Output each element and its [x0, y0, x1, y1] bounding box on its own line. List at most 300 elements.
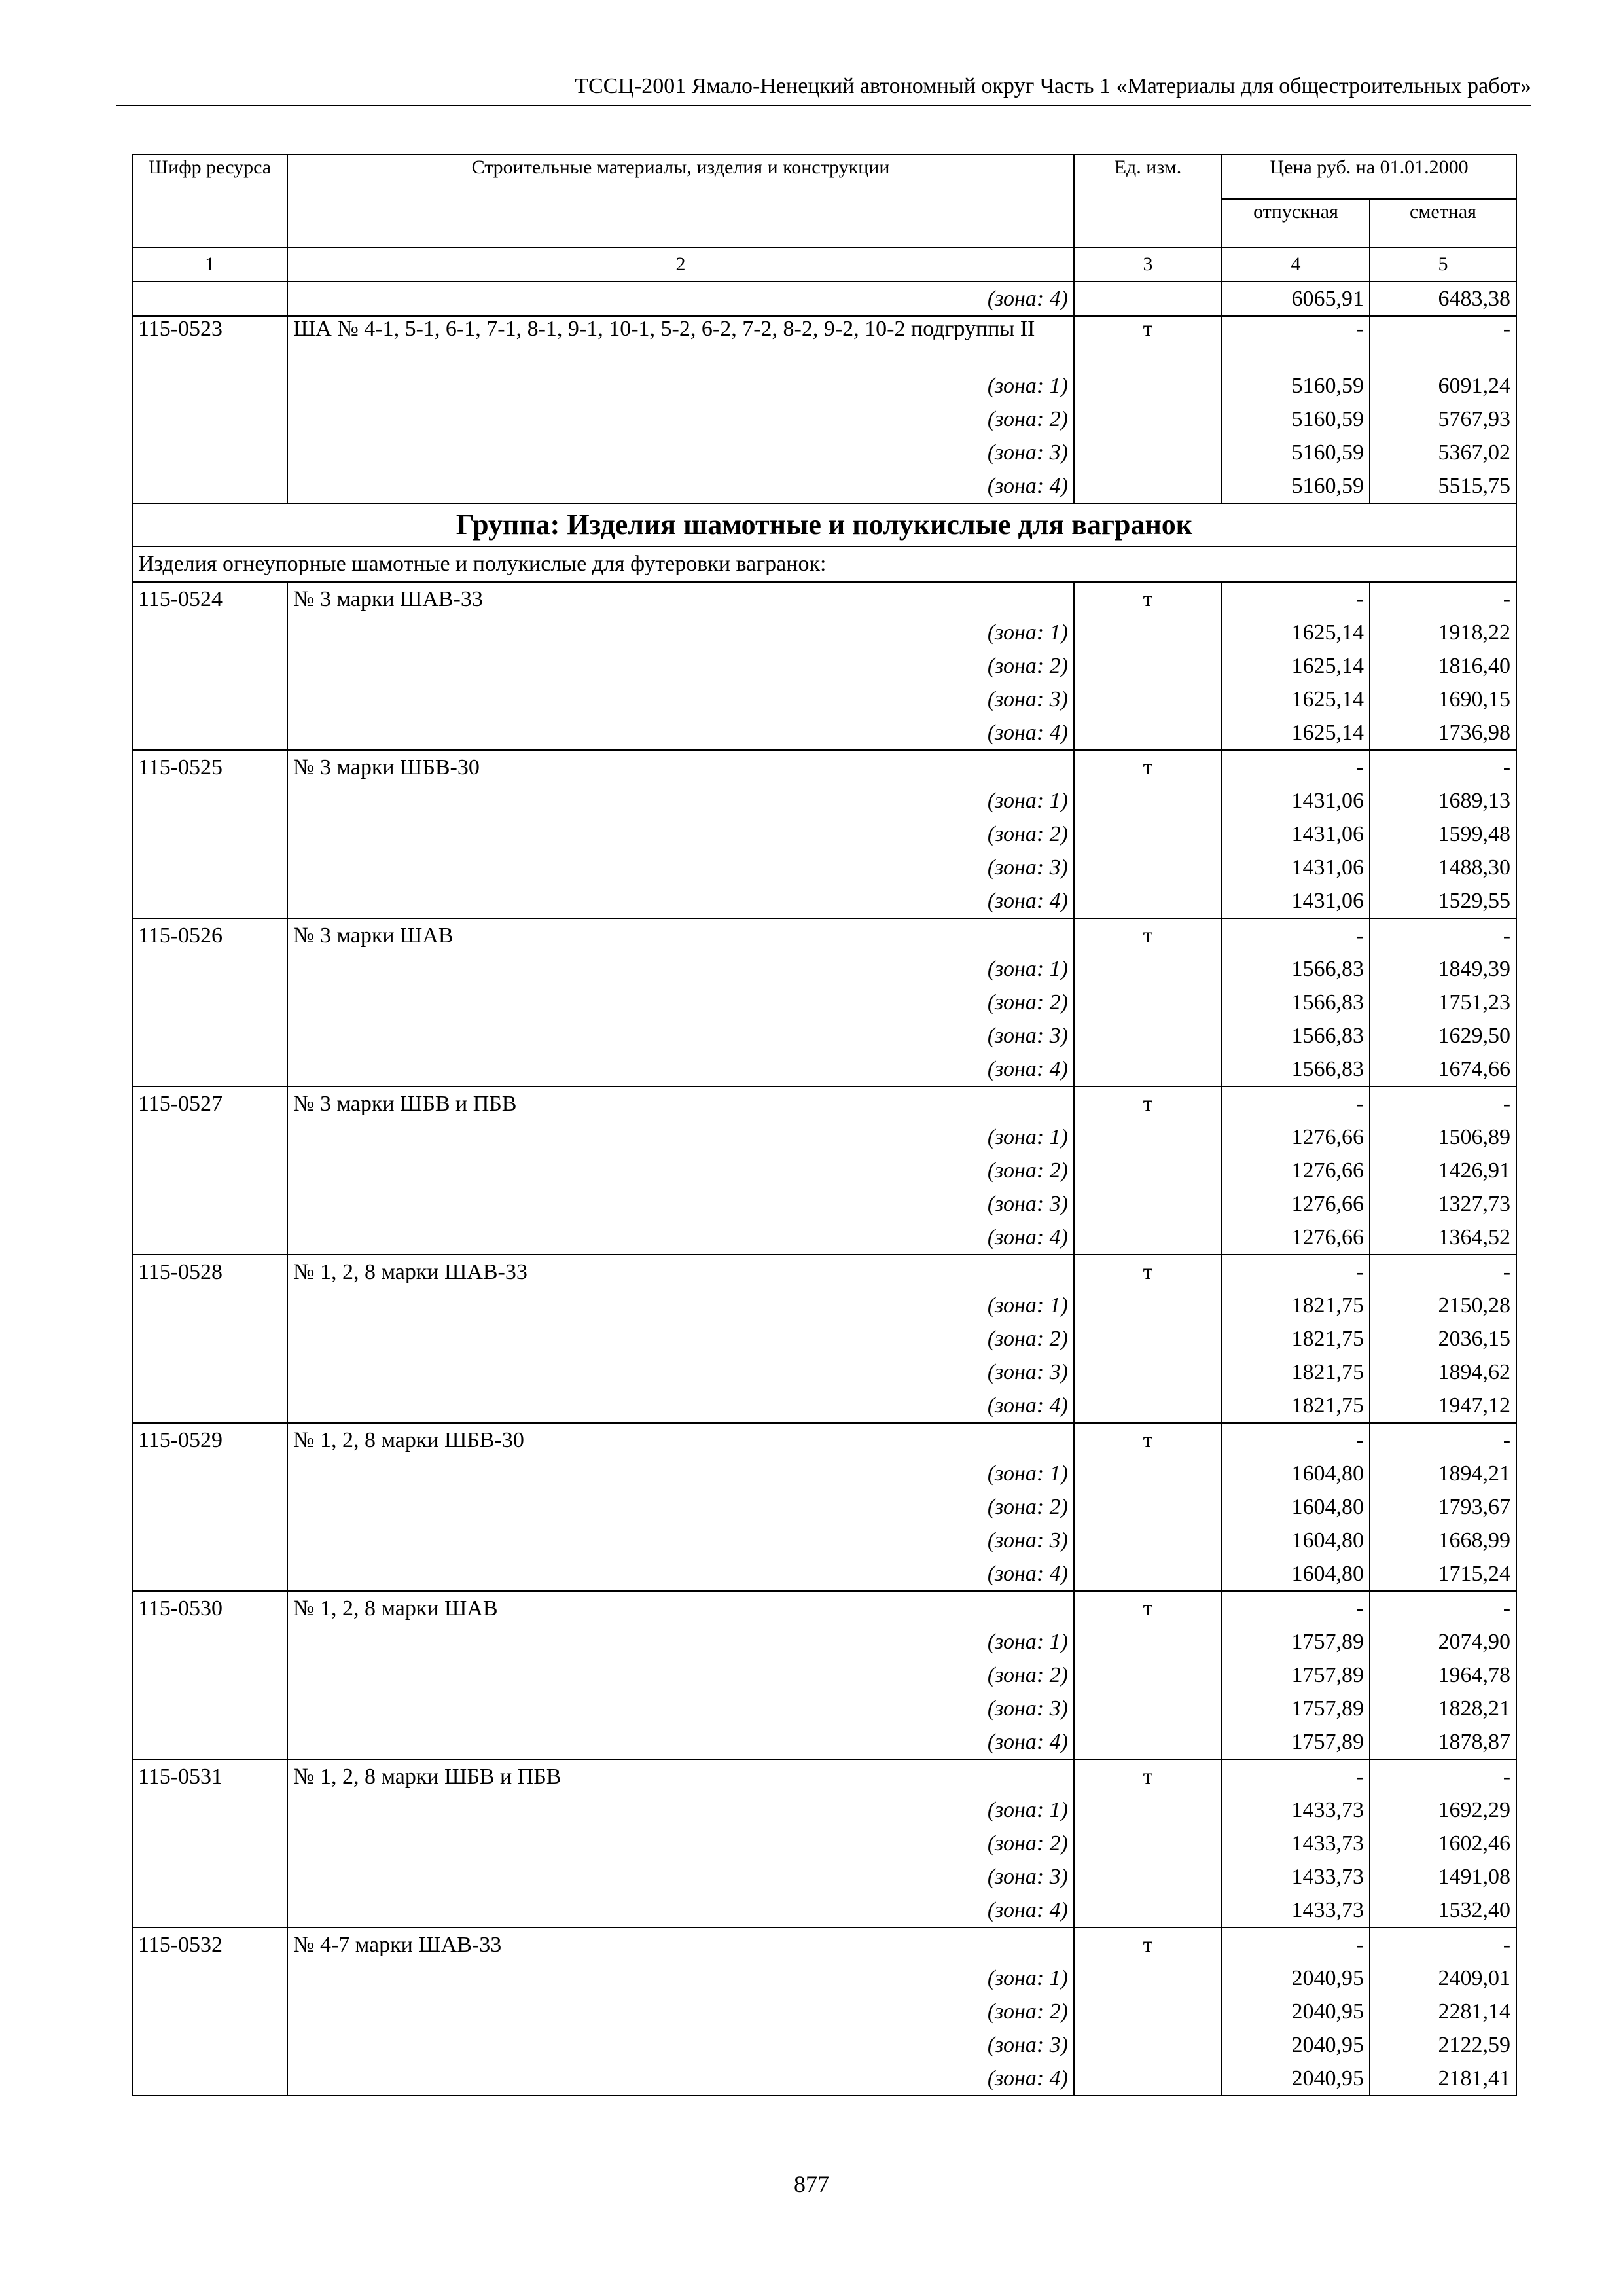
release-price: 1276,66: [1222, 1187, 1370, 1221]
release-price: 1604,80: [1222, 1490, 1370, 1524]
unit-cell: [1074, 1154, 1222, 1187]
unit-cell: [1074, 469, 1222, 503]
zone-row: [132, 952, 1516, 986]
release-price: -: [1222, 1591, 1370, 1625]
unit-cell: [1074, 716, 1222, 750]
unit-cell: т: [1074, 1423, 1222, 1457]
release-price: 1433,73: [1222, 1860, 1370, 1893]
resource-code: 115-0523: [132, 316, 287, 369]
unit-cell: [1074, 2028, 1222, 2062]
resource-code-cell: [132, 649, 287, 683]
release-price: 1276,66: [1222, 1121, 1370, 1154]
zone-label: (зона: 4): [287, 1557, 1074, 1591]
resource-code-cell: [132, 1457, 287, 1490]
estimate-price: 1849,39: [1370, 952, 1516, 986]
release-price: 2040,95: [1222, 2062, 1370, 2096]
unit-cell: т: [1074, 1255, 1222, 1289]
unit-cell: [1074, 1557, 1222, 1591]
unit-cell: т: [1074, 1086, 1222, 1121]
zone-label: (зона: 2): [287, 1659, 1074, 1692]
subgroup-title: Изделия огнеупорные шамотные и полукислые для футеровки вагранок:: [132, 547, 1516, 582]
estimate-price: 1529,55: [1370, 884, 1516, 918]
release-price: 1431,06: [1222, 884, 1370, 918]
zone-label: (зона: 4): [287, 884, 1074, 918]
estimate-price: 1689,13: [1370, 784, 1516, 817]
estimate-price: -: [1370, 1591, 1516, 1625]
release-price: 1625,14: [1222, 649, 1370, 683]
unit-cell: [1074, 616, 1222, 649]
item-row: [132, 918, 1516, 952]
zone-label: (зона: 1): [287, 1625, 1074, 1659]
resource-code-cell: [132, 1524, 287, 1557]
resource-code: 115-0532: [132, 1928, 287, 1962]
release-price: 1757,89: [1222, 1625, 1370, 1659]
estimate-price: -: [1370, 750, 1516, 784]
zone-row: [132, 1221, 1516, 1255]
release-price: 5160,59: [1222, 369, 1370, 403]
zone-row: [132, 1692, 1516, 1725]
release-price: 1625,14: [1222, 716, 1370, 750]
release-price: 5160,59: [1222, 436, 1370, 469]
group-row: [132, 503, 1516, 547]
column-number: 1: [132, 247, 287, 281]
release-price: -: [1222, 918, 1370, 952]
item-row: [132, 1086, 1516, 1121]
zone-label: (зона: 2): [287, 1322, 1074, 1355]
material-name: № 3 марки ШАВ: [287, 918, 1074, 952]
zone-row: [132, 1893, 1516, 1928]
estimate-price: 5767,93: [1370, 403, 1516, 436]
resource-code: 115-0527: [132, 1086, 287, 1121]
resource-code: 115-0529: [132, 1423, 287, 1457]
col-header-name: Строительные материалы, изделия и конструкции: [287, 154, 1074, 247]
unit-cell: [1074, 1962, 1222, 1995]
resource-code-cell: [132, 616, 287, 649]
resource-code-cell: [132, 1389, 287, 1423]
zone-label: (зона: 2): [287, 1154, 1074, 1187]
item-row: [132, 316, 1516, 369]
zone-row: [132, 1389, 1516, 1423]
zone-label: (зона: 1): [287, 1289, 1074, 1322]
zone-row: [132, 1322, 1516, 1355]
resource-code-cell: [132, 851, 287, 884]
zone-row: [132, 1995, 1516, 2028]
zone-label: (зона: 2): [287, 1490, 1074, 1524]
unit-cell: [1074, 1289, 1222, 1322]
unit-cell: [1074, 281, 1222, 316]
column-number: 3: [1074, 247, 1222, 281]
estimate-price: 2036,15: [1370, 1322, 1516, 1355]
resource-code-cell: [132, 884, 287, 918]
release-price: 1431,06: [1222, 784, 1370, 817]
resource-code-cell: [132, 1490, 287, 1524]
estimate-price: 1964,78: [1370, 1659, 1516, 1692]
zone-row: [132, 784, 1516, 817]
estimate-price: -: [1370, 1255, 1516, 1289]
unit-cell: [1074, 1121, 1222, 1154]
item-row: [132, 582, 1516, 616]
unit-cell: т: [1074, 1928, 1222, 1962]
resource-code-cell: [132, 1995, 287, 2028]
zone-row: [132, 649, 1516, 683]
estimate-price: 1751,23: [1370, 986, 1516, 1019]
release-price: -: [1222, 1255, 1370, 1289]
zone-label: (зона: 4): [287, 1389, 1074, 1423]
estimate-price: 2409,01: [1370, 1962, 1516, 1995]
zone-label: (зона: 1): [287, 1962, 1074, 1995]
zone-label: (зона: 3): [287, 1524, 1074, 1557]
page-header: ТССЦ-2001 Ямало-Ненецкий автономный округ Часть 1 «Материалы для общестроительных работ»: [575, 74, 1531, 98]
zone-label: (зона: 4): [287, 2062, 1074, 2096]
release-price: 1433,73: [1222, 1893, 1370, 1928]
estimate-price: 2074,90: [1370, 1625, 1516, 1659]
release-price: 6065,91: [1222, 281, 1370, 316]
col-header-unit: Ед. изм.: [1074, 154, 1222, 247]
zone-label: (зона: 4): [287, 716, 1074, 750]
resource-code-cell: [132, 952, 287, 986]
release-price: 1433,73: [1222, 1793, 1370, 1827]
zone-label: (зона: 3): [287, 2028, 1074, 2062]
resource-code: 115-0525: [132, 750, 287, 784]
item-row: [132, 1759, 1516, 1793]
zone-label: (зона: 3): [287, 1860, 1074, 1893]
resource-code-cell: [132, 986, 287, 1019]
zone-row: [132, 1355, 1516, 1389]
release-price: -: [1222, 1759, 1370, 1793]
resource-code-cell: [132, 1793, 287, 1827]
resource-code-cell: [132, 1827, 287, 1860]
estimate-price: 1327,73: [1370, 1187, 1516, 1221]
unit-cell: [1074, 1389, 1222, 1423]
estimate-price: 5515,75: [1370, 469, 1516, 503]
zone-label: (зона: 4): [287, 281, 1074, 316]
zone-row: [132, 436, 1516, 469]
resource-code-cell: [132, 1019, 287, 1052]
zone-label: (зона: 2): [287, 817, 1074, 851]
col-header-price: Цена руб. на 01.01.2000: [1222, 154, 1516, 199]
resource-code-cell: [132, 1154, 287, 1187]
zone-row: [132, 1659, 1516, 1692]
estimate-price: 2281,14: [1370, 1995, 1516, 2028]
estimate-price: -: [1370, 1928, 1516, 1962]
release-price: 1433,73: [1222, 1827, 1370, 1860]
item-row: [132, 1928, 1516, 1962]
estimate-price: 2122,59: [1370, 2028, 1516, 2062]
resource-code-cell: [132, 403, 287, 436]
zone-label: (зона: 4): [287, 1893, 1074, 1928]
release-price: 1821,75: [1222, 1389, 1370, 1423]
zone-label: (зона: 2): [287, 649, 1074, 683]
release-price: 1566,83: [1222, 986, 1370, 1019]
release-price: 1757,89: [1222, 1725, 1370, 1759]
unit-cell: [1074, 1659, 1222, 1692]
zone-row: [132, 1827, 1516, 1860]
release-price: 1625,14: [1222, 616, 1370, 649]
estimate-price: 1674,66: [1370, 1052, 1516, 1086]
resource-code-cell: [132, 1692, 287, 1725]
item-row: [132, 1423, 1516, 1457]
release-price: 1566,83: [1222, 1019, 1370, 1052]
zone-row: [132, 884, 1516, 918]
zone-label: (зона: 3): [287, 1355, 1074, 1389]
release-price: 2040,95: [1222, 1962, 1370, 1995]
estimate-price: 1690,15: [1370, 683, 1516, 716]
unit-cell: [1074, 952, 1222, 986]
zone-row: [132, 1052, 1516, 1086]
unit-cell: т: [1074, 1759, 1222, 1793]
release-price: 1757,89: [1222, 1659, 1370, 1692]
release-price: -: [1222, 582, 1370, 616]
estimate-price: 5367,02: [1370, 436, 1516, 469]
release-price: 1757,89: [1222, 1692, 1370, 1725]
estimate-price: 1918,22: [1370, 616, 1516, 649]
release-price: 1625,14: [1222, 683, 1370, 716]
resource-code-cell: [132, 1625, 287, 1659]
estimate-price: 1828,21: [1370, 1692, 1516, 1725]
estimate-price: 1488,30: [1370, 851, 1516, 884]
zone-row: [132, 1154, 1516, 1187]
release-price: 5160,59: [1222, 403, 1370, 436]
zone-label: (зона: 3): [287, 851, 1074, 884]
zone-row: [132, 1121, 1516, 1154]
estimate-price: -: [1370, 582, 1516, 616]
unit-cell: [1074, 1052, 1222, 1086]
unit-cell: [1074, 1692, 1222, 1725]
estimate-price: -: [1370, 1086, 1516, 1121]
zone-label: (зона: 4): [287, 1221, 1074, 1255]
estimate-price: 1426,91: [1370, 1154, 1516, 1187]
zone-row: [132, 1725, 1516, 1759]
estimate-price: 6483,38: [1370, 281, 1516, 316]
unit-cell: [1074, 403, 1222, 436]
resource-code-cell: [132, 1121, 287, 1154]
unit-cell: [1074, 1827, 1222, 1860]
item-row: [132, 1591, 1516, 1625]
zone-label: (зона: 1): [287, 784, 1074, 817]
unit-cell: [1074, 649, 1222, 683]
resource-code: 115-0524: [132, 582, 287, 616]
estimate-price: 1715,24: [1370, 1557, 1516, 1591]
column-number-row: [132, 247, 1516, 281]
zone-label: (зона: 2): [287, 1827, 1074, 1860]
table-header-row: [132, 154, 1516, 199]
zone-label: (зона: 4): [287, 469, 1074, 503]
unit-cell: [1074, 784, 1222, 817]
resource-code-cell: [132, 1289, 287, 1322]
unit-cell: [1074, 1893, 1222, 1928]
col-header-code: Шифр ресурса: [132, 154, 287, 247]
unit-cell: [1074, 1725, 1222, 1759]
unit-cell: [1074, 436, 1222, 469]
unit-cell: [1074, 1322, 1222, 1355]
resource-code-cell: [132, 1893, 287, 1928]
resource-code-cell: [132, 784, 287, 817]
release-price: 1431,06: [1222, 851, 1370, 884]
resource-code-cell: [132, 1355, 287, 1389]
column-number: 4: [1222, 247, 1370, 281]
material-name: № 1, 2, 8 марки ШАВ-33: [287, 1255, 1074, 1289]
resource-code-cell: [132, 1221, 287, 1255]
unit-cell: [1074, 884, 1222, 918]
resource-code-cell: [132, 716, 287, 750]
estimate-price: 2150,28: [1370, 1289, 1516, 1322]
zone-label: (зона: 3): [287, 1692, 1074, 1725]
estimate-price: 1736,98: [1370, 716, 1516, 750]
release-price: 1604,80: [1222, 1524, 1370, 1557]
resource-code-cell: [132, 1052, 287, 1086]
estimate-price: 6091,24: [1370, 369, 1516, 403]
column-number: 2: [287, 247, 1074, 281]
material-name: № 4-7 марки ШАВ-33: [287, 1928, 1074, 1962]
release-price: 2040,95: [1222, 2028, 1370, 2062]
unit-cell: [1074, 1019, 1222, 1052]
estimate-price: 1364,52: [1370, 1221, 1516, 1255]
price-table: [132, 154, 1517, 2096]
material-name: № 3 марки ШАВ-33: [287, 582, 1074, 616]
resource-code: 115-0531: [132, 1759, 287, 1793]
zone-label: (зона: 2): [287, 1995, 1074, 2028]
unit-cell: [1074, 1221, 1222, 1255]
resource-code-cell: [132, 683, 287, 716]
unit-cell: [1074, 369, 1222, 403]
unit-cell: [1074, 986, 1222, 1019]
unit-cell: т: [1074, 750, 1222, 784]
estimate-price: 1793,67: [1370, 1490, 1516, 1524]
release-price: 5160,59: [1222, 469, 1370, 503]
zone-label: (зона: 1): [287, 369, 1074, 403]
zone-row: [132, 1187, 1516, 1221]
zone-label: (зона: 4): [287, 1052, 1074, 1086]
resource-code: 115-0530: [132, 1591, 287, 1625]
unit-cell: т: [1074, 316, 1222, 369]
estimate-price: 1692,29: [1370, 1793, 1516, 1827]
item-row: [132, 1255, 1516, 1289]
estimate-price: -: [1370, 316, 1516, 369]
estimate-price: 1878,87: [1370, 1725, 1516, 1759]
resource-code-cell: [132, 2062, 287, 2096]
estimate-price: 1894,21: [1370, 1457, 1516, 1490]
resource-code-cell: [132, 1860, 287, 1893]
zone-label: (зона: 1): [287, 952, 1074, 986]
zone-row: [132, 1625, 1516, 1659]
estimate-price: -: [1370, 1423, 1516, 1457]
material-name: № 3 марки ШБВ и ПБВ: [287, 1086, 1074, 1121]
unit-cell: [1074, 1457, 1222, 1490]
unit-cell: [1074, 1793, 1222, 1827]
resource-code-cell: [132, 436, 287, 469]
unit-cell: т: [1074, 1591, 1222, 1625]
zone-row: [132, 1793, 1516, 1827]
zone-label: (зона: 4): [287, 1725, 1074, 1759]
zone-label: (зона: 2): [287, 403, 1074, 436]
material-name: № 1, 2, 8 марки ШБВ-30: [287, 1423, 1074, 1457]
zone-row: [132, 1019, 1516, 1052]
estimate-price: 1629,50: [1370, 1019, 1516, 1052]
column-number: 5: [1370, 247, 1516, 281]
estimate-price: 1668,99: [1370, 1524, 1516, 1557]
zone-row: [132, 469, 1516, 503]
resource-code-cell: [132, 469, 287, 503]
zone-label: (зона: 3): [287, 436, 1074, 469]
zone-row: [132, 1962, 1516, 1995]
release-price: 1566,83: [1222, 952, 1370, 986]
zone-row: [132, 616, 1516, 649]
col-header-release: отпускная: [1222, 199, 1370, 247]
zone-row: [132, 851, 1516, 884]
estimate-price: 1599,48: [1370, 817, 1516, 851]
carry-over-row: [132, 281, 1516, 316]
zone-row: [132, 817, 1516, 851]
zone-label: (зона: 2): [287, 986, 1074, 1019]
unit-cell: [1074, 1187, 1222, 1221]
resource-code-cell: [132, 1659, 287, 1692]
unit-cell: т: [1074, 918, 1222, 952]
release-price: 1431,06: [1222, 817, 1370, 851]
release-price: -: [1222, 750, 1370, 784]
zone-label: (зона: 1): [287, 1793, 1074, 1827]
resource-code-cell: [132, 1557, 287, 1591]
zone-row: [132, 986, 1516, 1019]
zone-row: [132, 1457, 1516, 1490]
zone-label: (зона: 3): [287, 683, 1074, 716]
header-rule: [116, 105, 1531, 106]
resource-code-cell: [132, 281, 287, 316]
zone-row: [132, 369, 1516, 403]
zone-row: [132, 2028, 1516, 2062]
release-price: -: [1222, 1086, 1370, 1121]
unit-cell: [1074, 2062, 1222, 2096]
resource-code-cell: [132, 817, 287, 851]
zone-row: [132, 1289, 1516, 1322]
estimate-price: 1947,12: [1370, 1389, 1516, 1423]
zone-row: [132, 1860, 1516, 1893]
zone-row: [132, 1524, 1516, 1557]
unit-cell: [1074, 1524, 1222, 1557]
resource-code-cell: [132, 1322, 287, 1355]
resource-code: 115-0526: [132, 918, 287, 952]
material-name: № 1, 2, 8 марки ШАВ: [287, 1591, 1074, 1625]
unit-cell: т: [1074, 582, 1222, 616]
estimate-price: 1506,89: [1370, 1121, 1516, 1154]
unit-cell: [1074, 1355, 1222, 1389]
subgroup-row: [132, 547, 1516, 582]
page-number: 877: [794, 2171, 829, 2197]
unit-cell: [1074, 1625, 1222, 1659]
zone-row: [132, 403, 1516, 436]
release-price: 1821,75: [1222, 1355, 1370, 1389]
release-price: -: [1222, 316, 1370, 369]
resource-code-cell: [132, 1725, 287, 1759]
col-header-estimate: сметная: [1370, 199, 1516, 247]
release-price: 1566,83: [1222, 1052, 1370, 1086]
group-title: Группа: Изделия шамотные и полукислые для вагранок: [132, 503, 1516, 547]
resource-code-cell: [132, 1962, 287, 1995]
material-name: № 1, 2, 8 марки ШБВ и ПБВ: [287, 1759, 1074, 1793]
zone-row: [132, 1490, 1516, 1524]
zone-label: (зона: 1): [287, 616, 1074, 649]
estimate-price: 1894,62: [1370, 1355, 1516, 1389]
unit-cell: [1074, 1860, 1222, 1893]
resource-code: 115-0528: [132, 1255, 287, 1289]
release-price: 2040,95: [1222, 1995, 1370, 2028]
estimate-price: 1602,46: [1370, 1827, 1516, 1860]
release-price: 1821,75: [1222, 1289, 1370, 1322]
zone-label: (зона: 1): [287, 1121, 1074, 1154]
resource-code-cell: [132, 369, 287, 403]
unit-cell: [1074, 683, 1222, 716]
unit-cell: [1074, 817, 1222, 851]
estimate-price: -: [1370, 1759, 1516, 1793]
